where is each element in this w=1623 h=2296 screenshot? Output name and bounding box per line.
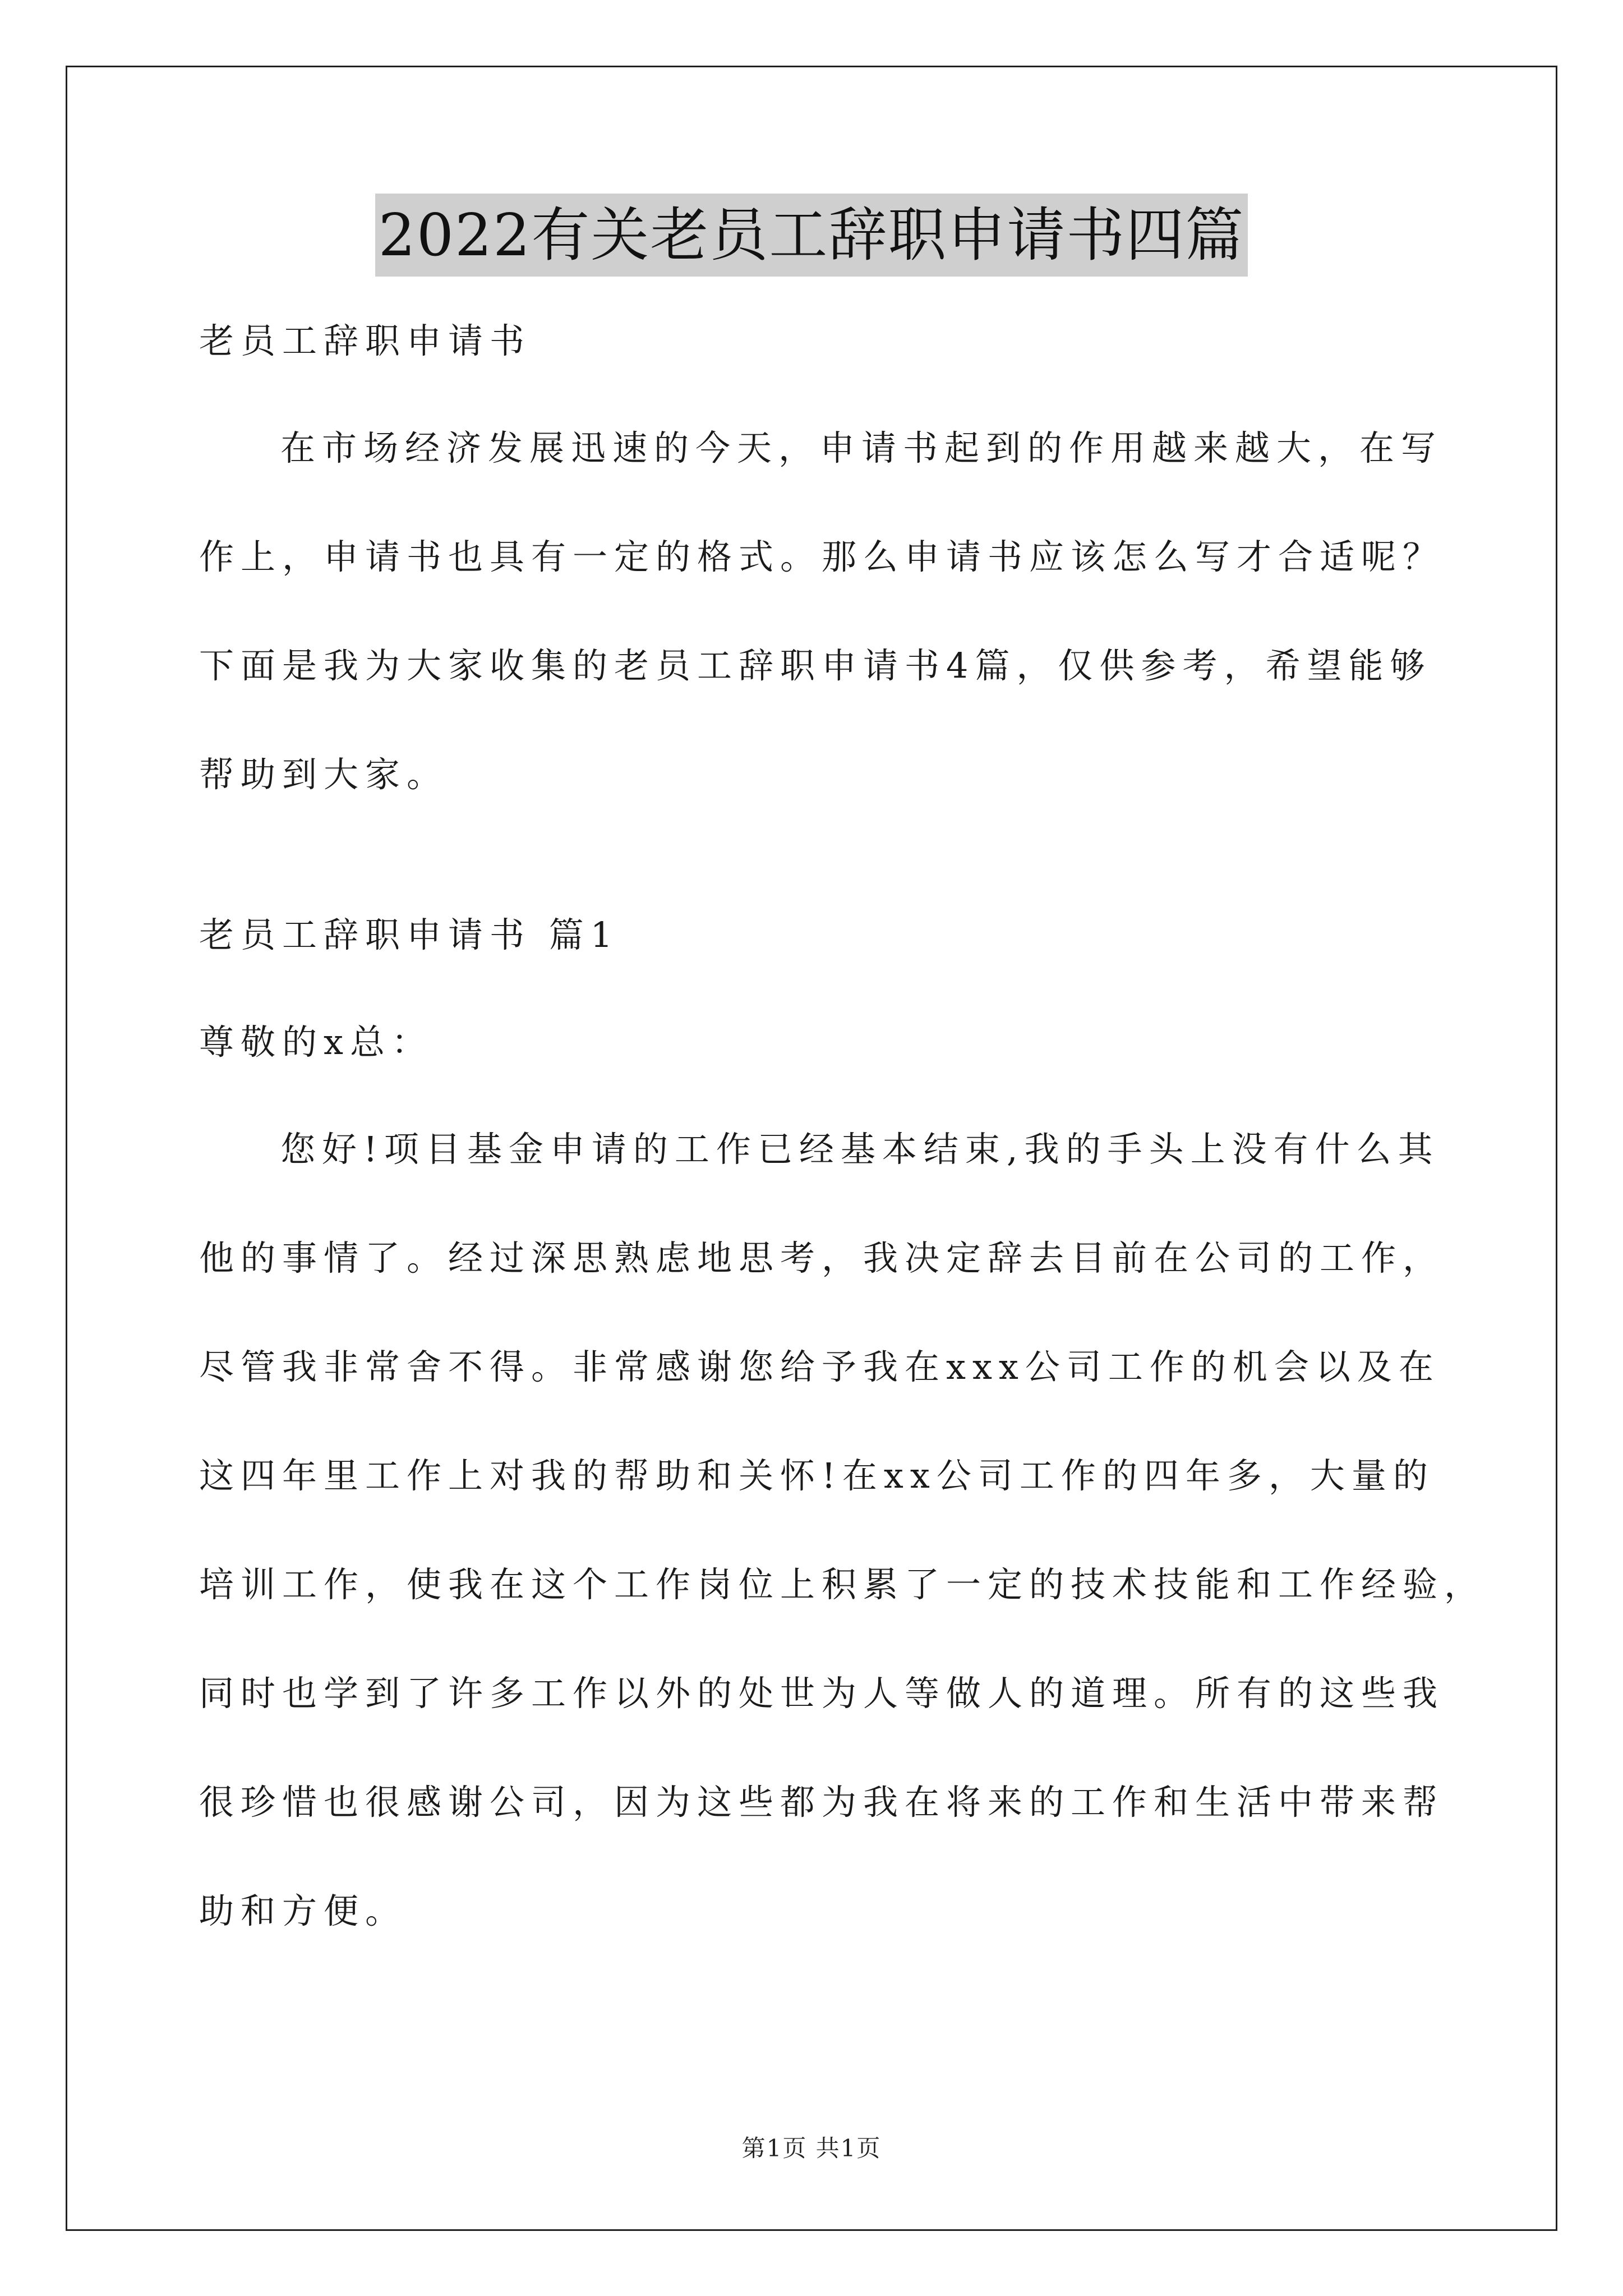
salutation: 尊敬的x总： <box>199 1022 433 1062</box>
page-footer: 第1页 共1页 <box>741 2134 882 2162</box>
body-line: 尽管我非常舍不得。非常感谢您给予我在xxx公司工作的机会以及在 <box>199 1346 1440 1387</box>
document-title: 2022有关老员工辞职申请书四篇 <box>375 194 1248 277</box>
document-heading: 老员工辞职申请书 <box>199 320 532 361</box>
body-line: 您好!项目基金申请的工作已经基本结束,我的手头上没有什么其 <box>280 1129 1440 1170</box>
body-line: 他的事情了。经过深思熟虑地思考，我决定辞去目前在公司的工作， <box>199 1237 1445 1278</box>
letter-body-paragraph <box>199 1122 1486 1938</box>
intro-line: 在市场经济发展迅速的今天，申请书起到的作用越来越大，在写 <box>280 427 1443 468</box>
body-line: 很珍惜也很感谢公司，因为这些都为我在将来的工作和生活中带来帮 <box>199 1782 1445 1823</box>
body-line: 助和方便。 <box>199 1890 407 1931</box>
intro-line: 下面是我为大家收集的老员工辞职申请书4篇，仅供参考，希望能够 <box>199 645 1432 686</box>
document-body <box>199 314 1486 1938</box>
intro-line: 帮助到大家。 <box>199 754 449 795</box>
intro-line: 作上，申请书也具有一定的格式。那么申请书应该怎么写才合适呢？ <box>199 536 1445 577</box>
body-line: 培训工作，使我在这个工作岗位上积累了一定的技术技能和工作经验， <box>199 1564 1486 1605</box>
title-container <box>0 194 1623 277</box>
body-line: 这四年里工作上对我的帮助和关怀!在xx公司工作的四年多，大量的 <box>199 1455 1435 1496</box>
intro-paragraph <box>199 421 1455 802</box>
body-line: 同时也学到了许多工作以外的处世为人等做人的道理。所有的这些我 <box>199 1673 1445 1714</box>
section-heading: 老员工辞职申请书 篇1 <box>199 914 620 955</box>
